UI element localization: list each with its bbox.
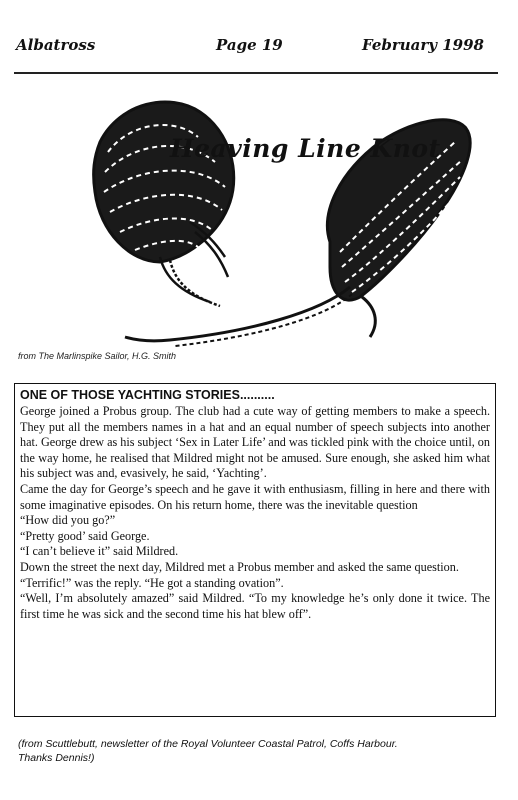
story-box (14, 383, 496, 717)
story-paragraph: Down the street the next day, Mildred met a Probus member and asked the same question. (20, 559, 459, 574)
source-credit-thanks: Thanks Dennis!) (18, 752, 95, 764)
illustration-title: Heaving Line Knot (170, 134, 441, 163)
illustration-caption: from The Marlinspike Sailor, H.G. Smith (18, 351, 177, 361)
story-body (20, 404, 490, 622)
right-knot-standing-part (125, 287, 375, 346)
story-paragraph: George joined a Probus group. The club had a cute way of getting members to make a speech. They put all the members names in a hat and an equal number of speech subjects into another hat. George drew as his subject ‘Sex in Later Life’ and was tickled pink with the choice until, on the way home, he realised that Mildred might not be amused. Sure enough, she asked him what his subject was and, evasively, he said, ‘Yachting’. (20, 404, 490, 481)
page-number: Page 19 (216, 36, 283, 54)
story-paragraph: “I can’t believe it” said Mildred. (20, 544, 179, 559)
issue-date: February 1998 (362, 36, 484, 54)
story-paragraph: “Well, I’m absolutely amazed” said Mildred. “To my knowledge he’s only done it twice. The first time he was sick and the second time his hat blew off”. (20, 591, 490, 621)
header-rule (14, 72, 498, 74)
source-credit-line: (from Scuttlebutt, newsletter of the Royal Volunteer Coastal Patrol, Coffs Harbour. (18, 738, 398, 750)
page-header (16, 36, 498, 62)
knot-illustration (80, 82, 480, 352)
story-paragraph: “Terrific!” was the reply. “He got a standing ovation”. (20, 575, 284, 590)
source-credit (18, 737, 498, 765)
story-paragraph: Came the day for George’s speech and he gave it with enthusiasm, filling in here and there with some imaginative episodes. On his return home, there was the inevitable question (20, 481, 490, 512)
left-knot-coil (94, 102, 234, 262)
story-heading: ONE OF THOSE YACHTING STORIES.......... (20, 388, 275, 402)
story-paragraph: “How did you go?” (20, 513, 116, 528)
story-paragraph: “Pretty good’ said George. (20, 528, 150, 543)
newsletter-name: Albatross (16, 36, 96, 54)
